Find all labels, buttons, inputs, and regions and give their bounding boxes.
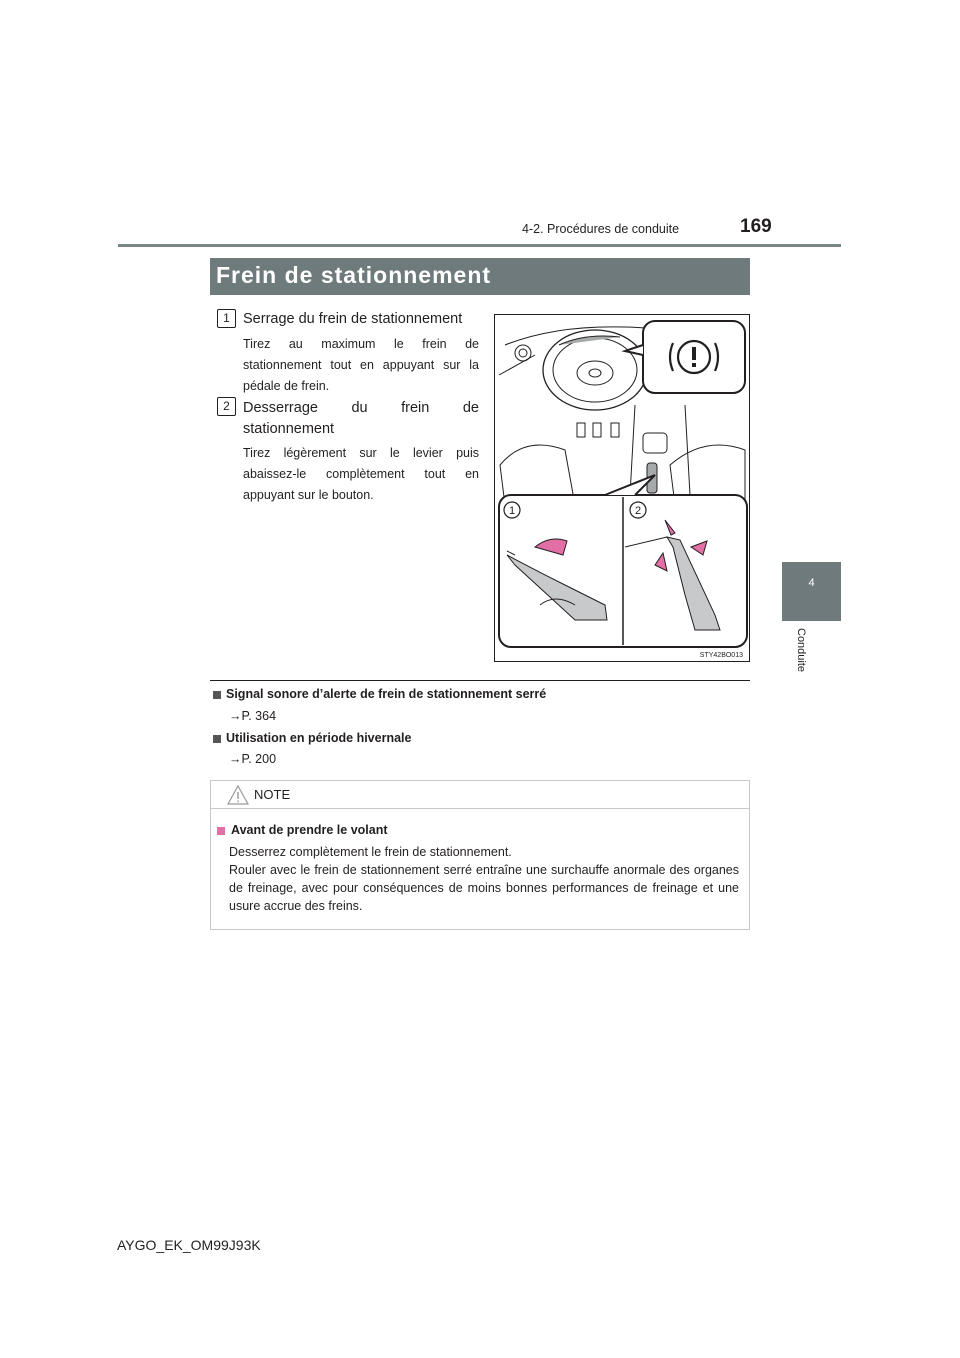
step-1-body: Tirez au maximum le frein de stationnement tout en appuyant sur la pédale de frein. bbox=[243, 337, 479, 393]
document-code: AYGO_EK_OM99J93K bbox=[117, 1237, 261, 1253]
note-2-heading bbox=[213, 731, 411, 745]
note-1-page-link[interactable]: →P. 364 bbox=[229, 709, 277, 723]
square-bullet-icon bbox=[217, 827, 225, 835]
note-2-heading-text: Utilisation en période hivernale bbox=[226, 731, 412, 745]
chapter-tab-number: 4 bbox=[808, 577, 815, 589]
warning-triangle-icon bbox=[226, 784, 250, 806]
notice-divider bbox=[211, 808, 749, 809]
note-1-heading bbox=[213, 687, 546, 701]
illustration-drawing bbox=[495, 315, 749, 661]
step-1-title: Serrage du frein de stationnement bbox=[243, 311, 463, 327]
step-1-number: 1 bbox=[217, 309, 236, 328]
notice-body bbox=[229, 843, 739, 915]
illustration-code: STY42BO013 bbox=[699, 652, 743, 659]
notice-line-2: Rouler avec le frein de stationnement serré entraîne une surchauffe anormale des organes de freinage, avec pour conséquences de moins bonnes performances de freinage et une usure accrue des freins. bbox=[229, 863, 739, 913]
notice-label: NOTE bbox=[254, 787, 291, 802]
section-title: Frein de stationnement bbox=[216, 262, 492, 288]
note-1-heading-text: Signal sonore d’alerte de frein de stationnement serré bbox=[226, 687, 547, 701]
illustration-label-1: 1 bbox=[508, 505, 516, 517]
notice-heading bbox=[217, 823, 388, 837]
parking-brake-illustration bbox=[494, 314, 750, 662]
section-reference: 4-2. Procédures de conduite bbox=[522, 222, 680, 236]
illustration-label-2: 2 bbox=[634, 505, 642, 517]
chapter-tab bbox=[782, 562, 841, 621]
notice-heading-text: Avant de prendre le volant bbox=[231, 823, 388, 837]
section-divider bbox=[210, 680, 750, 681]
page-number: 169 bbox=[740, 216, 772, 237]
step-2-number: 2 bbox=[217, 397, 236, 416]
chapter-tab-label: Conduite bbox=[795, 628, 807, 673]
square-bullet-icon bbox=[213, 735, 221, 743]
square-bullet-icon bbox=[213, 691, 221, 699]
step-2-title: Desserrage du frein de stationnement bbox=[243, 400, 479, 437]
header-rule bbox=[118, 244, 841, 247]
notice-line-1: Desserrez complètement le frein de stationnement. bbox=[229, 845, 512, 859]
step-2-body: Tirez légèrement sur le levier puis abaissez-le complètement tout en appuyant sur le bouton. bbox=[243, 446, 479, 502]
note-2-page-link[interactable]: →P. 200 bbox=[229, 752, 277, 766]
